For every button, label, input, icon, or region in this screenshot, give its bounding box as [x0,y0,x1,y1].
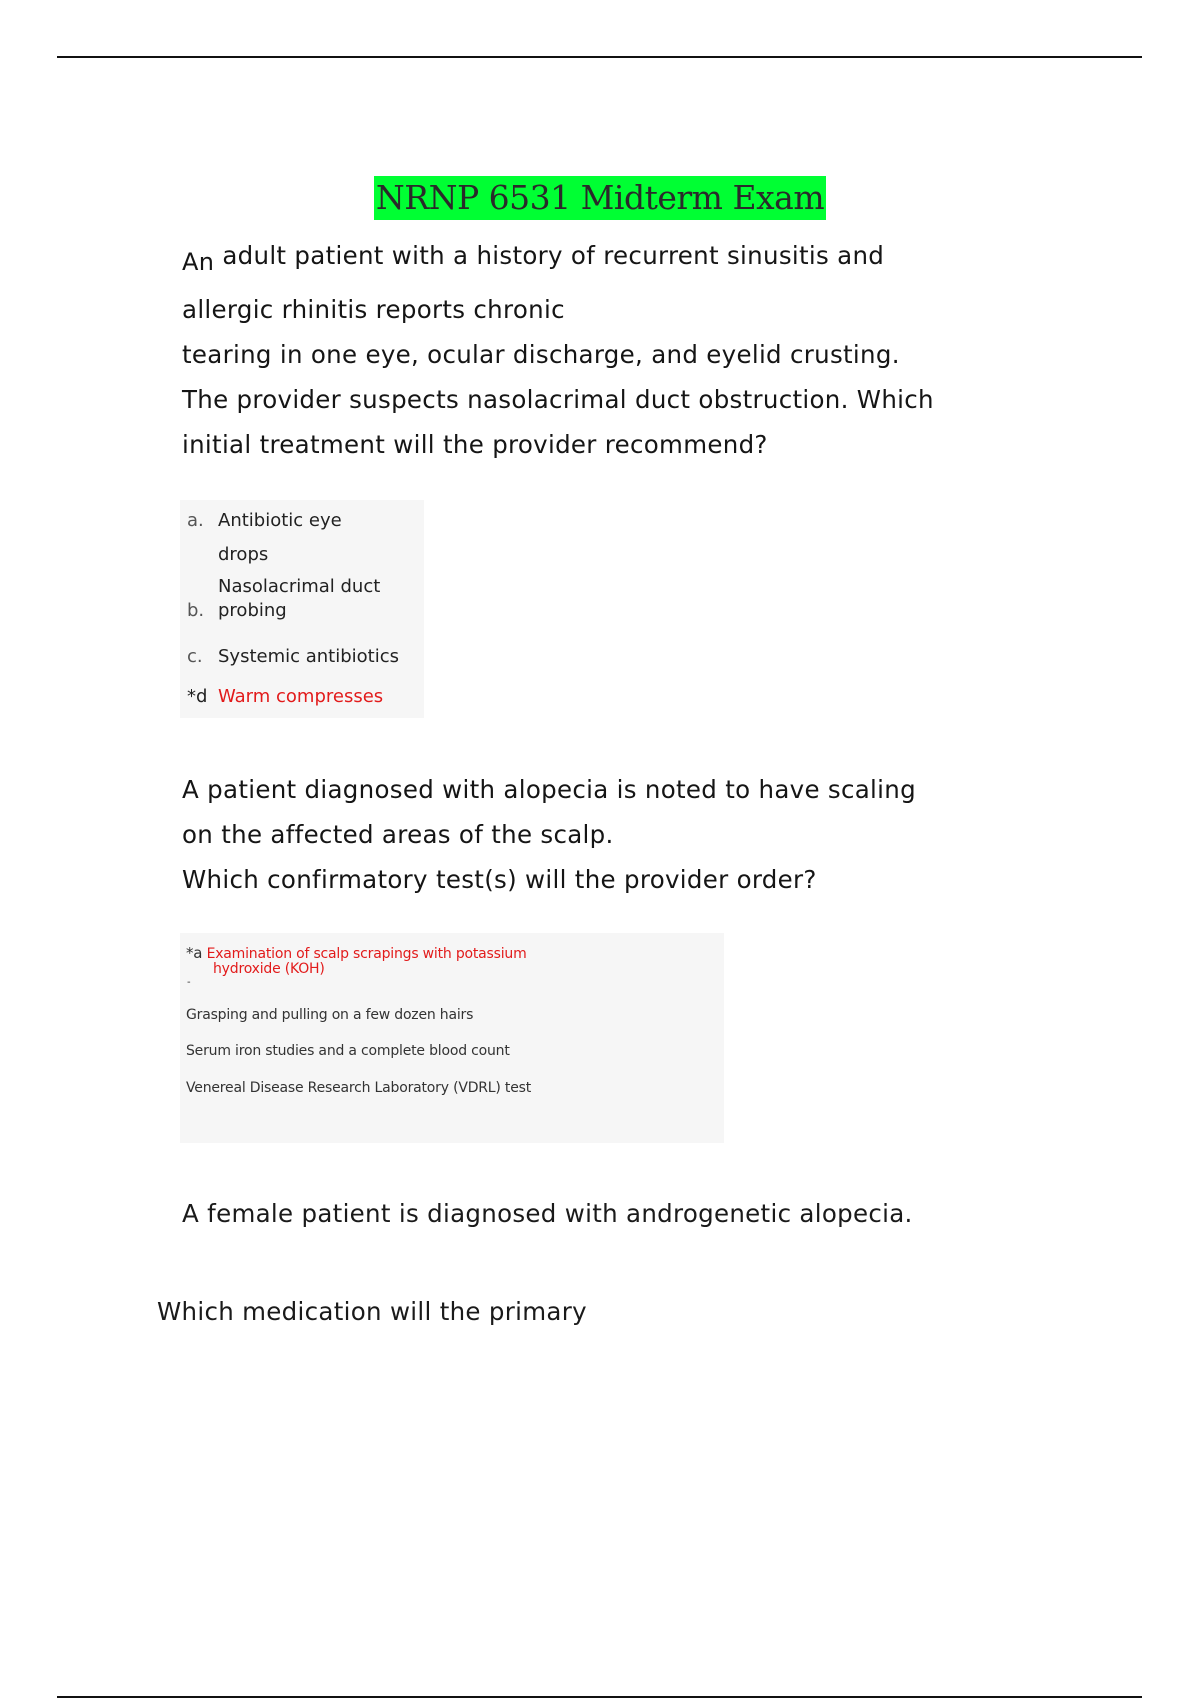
option-d-letter: *d [187,686,208,707]
question-1-line-1-rest: adult patient with a history of recurrent sinusitis and [222,241,885,270]
option-2d: Venereal Disease Research Laboratory (VDRL) test [186,1080,532,1096]
option-a [187,510,342,531]
question-1-line-3: tearing in one eye, ocular discharge, and eyelid crusting. [182,340,900,369]
option-b [187,600,287,621]
question-3-line-1: A female patient is diagnosed with androgenetic alopecia. [182,1199,913,1228]
document-title: NRNP 6531 Midterm Exam [374,176,826,220]
question-1 [182,236,934,461]
option-b-text: Nasolacrimal duct [218,576,381,597]
option-2b: Grasping and pulling on a few dozen hairs [186,1007,474,1023]
header-rule [57,56,1142,58]
option-d-text: Warm compresses [218,686,384,707]
question-1-line-4: The provider suspects nasolacrimal duct obstruction. Which [182,385,934,414]
question-1-line-1 [182,236,934,276]
question-2 [182,774,916,909]
option-2c: Serum iron studies and a complete blood count [186,1043,510,1059]
option-d [187,686,383,707]
question-2-options [180,933,724,1143]
option-b-text-cont: probing [218,600,287,621]
option-2a-marker: *a [186,944,203,962]
question-1-line-2: allergic rhinitis reports chronic [182,295,565,324]
question-1-line-5: initial treatment will the provider recommend? [182,430,768,459]
option-a-text: Antibiotic eye [218,510,342,531]
option-2a [186,944,527,962]
question-2-line-2: on the affected areas of the scalp. [182,820,614,849]
option-2a-text-cont: hydroxide (KOH) [213,961,325,977]
option-2a-text: Examination of scalp scrapings with potassium [206,946,527,962]
option-b-letter: b. [187,600,205,621]
question-1-first-word: An [182,248,215,276]
option-c [187,646,399,667]
question-1-options [180,500,424,718]
option-a-letter: a. [187,510,204,531]
question-4-line-1: Which medication will the primary [157,1297,587,1326]
option-2-dash: - [187,977,191,988]
option-c-text: Systemic antibiotics [218,646,400,667]
option-a-text-cont: drops [218,544,269,565]
option-c-letter: c. [187,646,203,667]
footer-rule [57,1696,1142,1698]
question-2-line-3: Which confirmatory test(s) will the provider order? [182,865,817,894]
question-2-line-1: A patient diagnosed with alopecia is noted to have scaling [182,775,916,804]
title-container [0,176,1200,220]
